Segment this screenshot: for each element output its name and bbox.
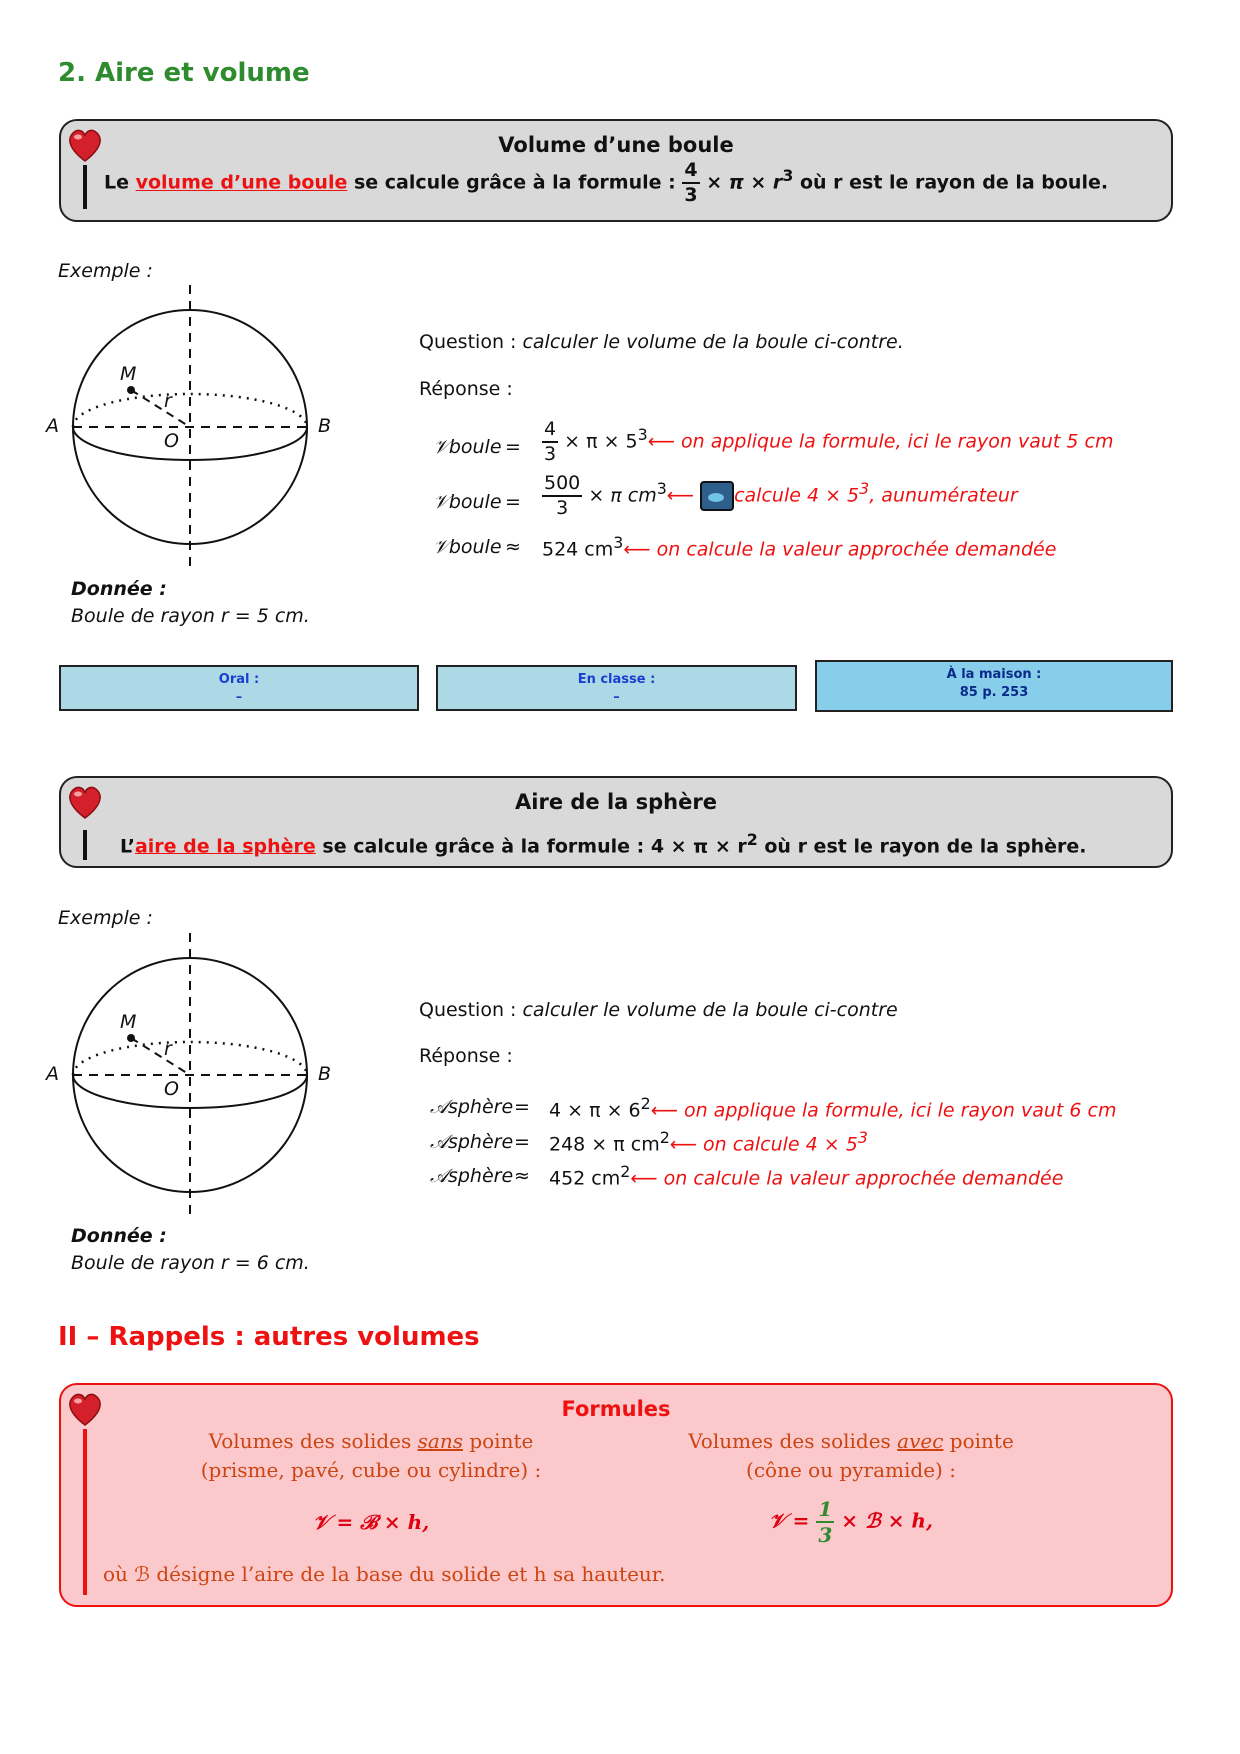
box-title: Volume d’une boule — [498, 133, 734, 157]
label-B: B — [318, 415, 332, 437]
homework-en-classe: En classe : – — [436, 665, 797, 711]
box-bar — [83, 830, 87, 860]
eq1-note: ⟵ on applique la formule, ici le rayon vaut 5 cm — [647, 430, 1114, 453]
section2-title: II – Rappels : autres volumes — [58, 1322, 480, 1352]
eq6-lhs: 𝒜sphère — [430, 1165, 514, 1187]
term-aire-sphere: aire de la sphère — [134, 835, 316, 858]
label-B: B — [318, 1063, 332, 1085]
area-definition-box — [59, 776, 1173, 868]
left-formula: 𝒱 = ℬ × h, — [312, 1510, 430, 1534]
eq3-lhs: 𝒱boule — [433, 536, 502, 558]
area-definition-text: L’aire de la sphère se calcule grâce à la formule : $4 \times \pi \times r^2$ où r est le rayon de la sphère. — [120, 830, 1087, 858]
label-r: r — [164, 390, 172, 412]
label-O: O — [164, 430, 179, 452]
left-subheading: (prisme, pavé, cube ou cylindre) : — [200, 1458, 542, 1482]
eq6-op: ≈ — [514, 1165, 530, 1187]
example-label: Exemple : — [58, 907, 153, 929]
box-bar — [83, 1429, 87, 1595]
left-heading: Volumes des solides sans pointe — [208, 1429, 534, 1453]
eq2-rhs: $\frac{500}{3}$ × π $cm^3⟵$ calcule $4 \times 5^3$, aunumérateur — [544, 472, 1018, 519]
eq1-lhs: 𝒱boule — [433, 436, 502, 458]
right-formula: 𝒱 = $\frac{1}{3}$ × ℬ × h, — [769, 1497, 933, 1547]
example-label: Exemple : — [58, 260, 153, 282]
data-label-1: Donnée : — [71, 578, 167, 600]
eq2-lhs: 𝒱boule — [433, 491, 502, 513]
eq4-rhs: $4 \times \pi \times 6^2⟵$ on applique la formule, ici le rayon vaut 6 cm — [549, 1094, 1117, 1122]
homework-oral: Oral : – — [59, 665, 419, 711]
eq3-rhs: 524 $cm^3⟵$ on calcule la valeur approchée demandée — [542, 533, 1057, 561]
sphere-diagram-2 — [40, 928, 340, 1228]
term-volume-boule: volume d’une boule — [135, 171, 348, 194]
eq4-op: = — [514, 1096, 530, 1118]
calculator-icon — [700, 481, 734, 511]
eq4-lhs: 𝒜sphère — [430, 1096, 514, 1118]
eq1-rhs: $\frac{4}{3}$ × $\pi \times 5^3⟵$ on applique la formule, ici le rayon vaut 5 cm — [544, 418, 1114, 465]
box-bar — [83, 165, 87, 209]
eq3-op: ≈ — [505, 536, 521, 558]
right-subheading: (cône ou pyramide) : — [746, 1458, 956, 1482]
homework-maison: À la maison : 85 p. 253 — [815, 660, 1173, 712]
eq5-rhs: 248 × π $cm^2⟵$ on calcule $4 \times 5^3$ — [549, 1128, 868, 1156]
data-label-2: Donnée : — [71, 1225, 167, 1247]
answer-label-1: Réponse : — [419, 378, 513, 400]
formula-fraction: $\frac{4}{3}$ — [684, 159, 698, 206]
eq5-lhs: 𝒜sphère — [430, 1131, 514, 1153]
formules-title: Formules — [561, 1397, 671, 1421]
answer-label-2: Réponse : — [419, 1045, 513, 1067]
label-A: A — [46, 1063, 59, 1085]
data-text-2: Boule de rayon r = 6 cm. — [71, 1252, 310, 1274]
volume-definition-text: Le volume d’une boule se calcule grâce à la formule : $\frac{4}{3}$ × $\pi \times r^3$ où r est le rayon de la boule. — [104, 159, 1109, 206]
volume-definition-box — [59, 119, 1173, 222]
label-M: M — [120, 1011, 137, 1033]
label-M: M — [120, 363, 137, 385]
box-title: Aire de la sphère — [515, 790, 717, 814]
eq2-op: = — [505, 491, 521, 513]
right-heading: Volumes des solides avec pointe — [688, 1429, 1014, 1453]
label-A: A — [46, 415, 59, 437]
eq6-rhs: 452 $cm^2⟵$ on calcule la valeur approchée demandée — [549, 1162, 1064, 1190]
section-title: 2. Aire et volume — [58, 58, 310, 88]
formules-box — [59, 1383, 1173, 1607]
label-O: O — [164, 1078, 179, 1100]
question-2: Question : calculer le volume de la boule ci-contre — [419, 999, 898, 1021]
label-r: r — [164, 1038, 172, 1060]
eq1-op: = — [505, 436, 521, 458]
sphere-diagram-1 — [40, 280, 340, 580]
data-text-1: Boule de rayon r = 5 cm. — [71, 605, 310, 627]
question-1: Question : calculer le volume de la boule ci-contre. — [419, 331, 904, 353]
eq5-op: = — [514, 1131, 530, 1153]
formules-footer: où ℬ désigne l’aire de la base du solide et h sa hauteur. — [103, 1562, 666, 1586]
